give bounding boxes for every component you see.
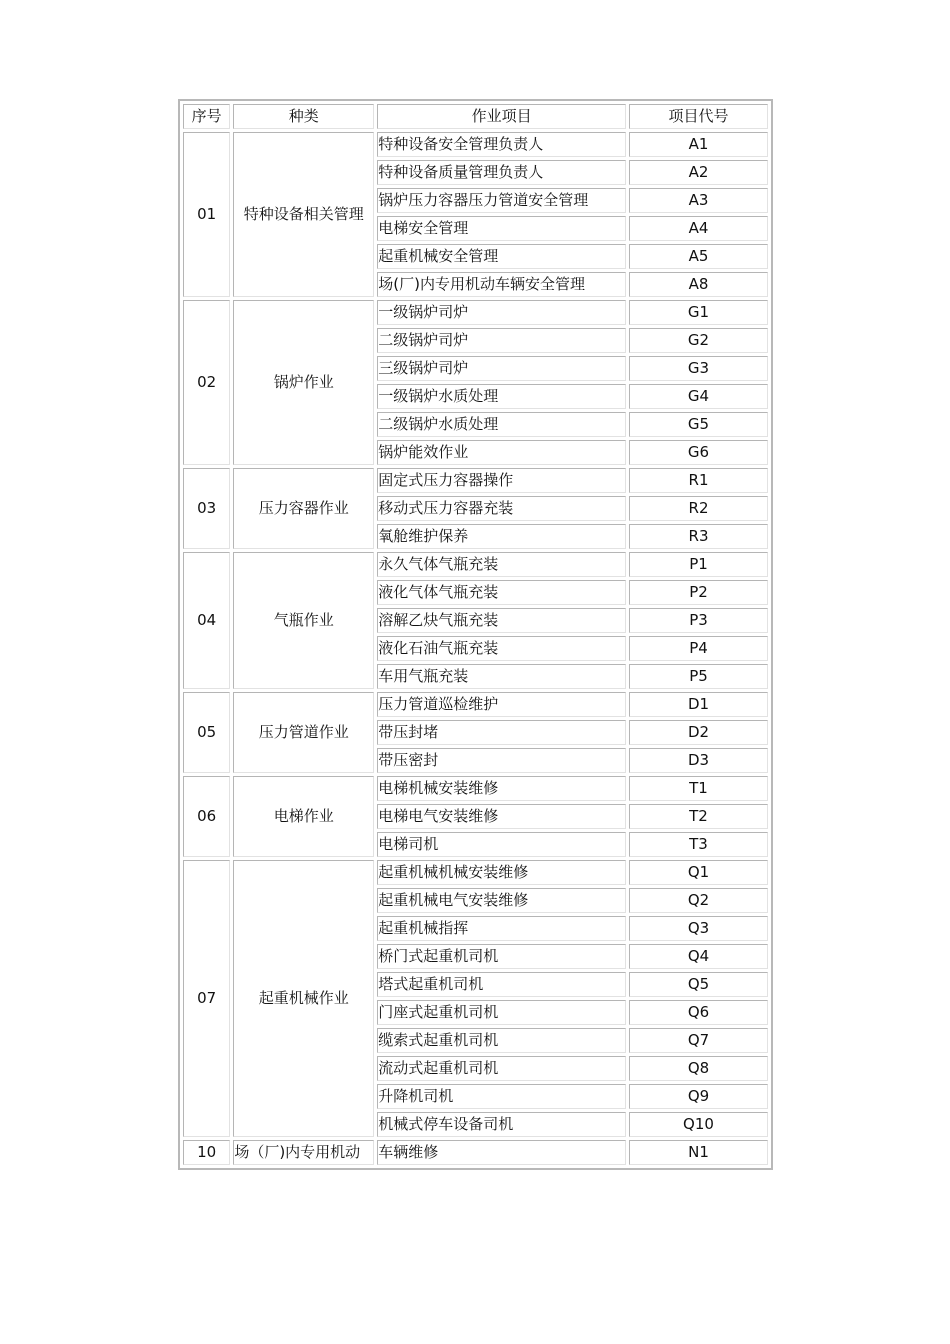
item-code: P5 xyxy=(629,664,768,689)
item-code: Q5 xyxy=(629,972,768,997)
item-name: 固定式压力容器操作 xyxy=(377,468,626,493)
item-code: D1 xyxy=(629,692,768,717)
item-name: 带压密封 xyxy=(377,748,626,773)
item-code: G2 xyxy=(629,328,768,353)
item-name: 流动式起重机司机 xyxy=(377,1056,626,1081)
item-code: G6 xyxy=(629,440,768,465)
item-code: T2 xyxy=(629,804,768,829)
item-code: D2 xyxy=(629,720,768,745)
item-code: A1 xyxy=(629,132,768,157)
item-name: 桥门式起重机司机 xyxy=(377,944,626,969)
item-code: P3 xyxy=(629,608,768,633)
item-code: Q7 xyxy=(629,1028,768,1053)
item-name: 溶解乙炔气瓶充装 xyxy=(377,608,626,633)
item-name: 氧舱维护保养 xyxy=(377,524,626,549)
group-seq: 05 xyxy=(183,692,230,773)
item-name: 起重机械指挥 xyxy=(377,916,626,941)
last-row-code: N1 xyxy=(629,1140,768,1165)
item-code: Q10 xyxy=(629,1112,768,1137)
item-code: D3 xyxy=(629,748,768,773)
item-code: R2 xyxy=(629,496,768,521)
group-category: 电梯作业 xyxy=(233,776,374,857)
item-name: 升降机司机 xyxy=(377,1084,626,1109)
item-name: 移动式压力容器充装 xyxy=(377,496,626,521)
group-seq: 03 xyxy=(183,468,230,549)
group-seq: 02 xyxy=(183,300,230,465)
table-row xyxy=(183,860,768,885)
item-name: 锅炉压力容器压力管道安全管理 xyxy=(377,188,626,213)
group-seq: 07 xyxy=(183,860,230,1137)
group-category: 锅炉作业 xyxy=(233,300,374,465)
item-code: G4 xyxy=(629,384,768,409)
item-name: 场(厂)内专用机动车辆安全管理 xyxy=(377,272,626,297)
item-code: Q1 xyxy=(629,860,768,885)
last-row-category: 场（厂)内专用机动 xyxy=(233,1140,374,1165)
item-name: 门座式起重机司机 xyxy=(377,1000,626,1025)
table-row xyxy=(183,552,768,577)
item-name: 起重机械电气安装维修 xyxy=(377,888,626,913)
table-row xyxy=(183,468,768,493)
item-code: G5 xyxy=(629,412,768,437)
item-name: 塔式起重机司机 xyxy=(377,972,626,997)
item-code: R3 xyxy=(629,524,768,549)
group-seq: 01 xyxy=(183,132,230,297)
group-seq: 04 xyxy=(183,552,230,689)
item-name: 起重机械安全管理 xyxy=(377,244,626,269)
item-code: P2 xyxy=(629,580,768,605)
item-code: P4 xyxy=(629,636,768,661)
item-name: 压力管道巡检维护 xyxy=(377,692,626,717)
header-row xyxy=(183,104,768,129)
item-name: 机械式停车设备司机 xyxy=(377,1112,626,1137)
item-code: T3 xyxy=(629,832,768,857)
group-category: 起重机械作业 xyxy=(233,860,374,1137)
group-seq: 06 xyxy=(183,776,230,857)
item-name: 锅炉能效作业 xyxy=(377,440,626,465)
table-row xyxy=(183,132,768,157)
item-code: Q9 xyxy=(629,1084,768,1109)
item-code: A2 xyxy=(629,160,768,185)
item-name: 特种设备安全管理负责人 xyxy=(377,132,626,157)
item-name: 车用气瓶充装 xyxy=(377,664,626,689)
group-category: 特种设备相关管理 xyxy=(233,132,374,297)
item-name: 一级锅炉司炉 xyxy=(377,300,626,325)
item-name: 一级锅炉水质处理 xyxy=(377,384,626,409)
group-category: 气瓶作业 xyxy=(233,552,374,689)
item-code: P1 xyxy=(629,552,768,577)
item-code: R1 xyxy=(629,468,768,493)
item-name: 起重机械机械安装维修 xyxy=(377,860,626,885)
header-seq: 序号 xyxy=(183,104,230,129)
item-name: 永久气体气瓶充装 xyxy=(377,552,626,577)
last-row-item: 车辆维修 xyxy=(377,1140,626,1165)
item-name: 带压封堵 xyxy=(377,720,626,745)
item-code: G3 xyxy=(629,356,768,381)
header-category: 种类 xyxy=(233,104,374,129)
item-name: 电梯司机 xyxy=(377,832,626,857)
table-row xyxy=(183,300,768,325)
item-name: 电梯电气安装维修 xyxy=(377,804,626,829)
item-code: A5 xyxy=(629,244,768,269)
operations-table xyxy=(178,99,773,1170)
item-code: Q6 xyxy=(629,1000,768,1025)
item-name: 电梯机械安装维修 xyxy=(377,776,626,801)
item-code: Q2 xyxy=(629,888,768,913)
item-name: 液化气体气瓶充装 xyxy=(377,580,626,605)
group-category: 压力管道作业 xyxy=(233,692,374,773)
item-name: 缆索式起重机司机 xyxy=(377,1028,626,1053)
header-code: 项目代号 xyxy=(629,104,768,129)
item-name: 电梯安全管理 xyxy=(377,216,626,241)
item-code: G1 xyxy=(629,300,768,325)
item-code: Q3 xyxy=(629,916,768,941)
item-code: Q4 xyxy=(629,944,768,969)
table-row xyxy=(183,1140,768,1165)
item-code: Q8 xyxy=(629,1056,768,1081)
table-row xyxy=(183,692,768,717)
group-category: 压力容器作业 xyxy=(233,468,374,549)
last-row-seq: 10 xyxy=(183,1140,230,1165)
header-item: 作业项目 xyxy=(377,104,626,129)
table-row xyxy=(183,776,768,801)
item-code: A3 xyxy=(629,188,768,213)
item-name: 三级锅炉司炉 xyxy=(377,356,626,381)
item-name: 液化石油气瓶充装 xyxy=(377,636,626,661)
item-code: A8 xyxy=(629,272,768,297)
item-name: 特种设备质量管理负责人 xyxy=(377,160,626,185)
item-code: T1 xyxy=(629,776,768,801)
item-name: 二级锅炉水质处理 xyxy=(377,412,626,437)
item-name: 二级锅炉司炉 xyxy=(377,328,626,353)
item-code: A4 xyxy=(629,216,768,241)
